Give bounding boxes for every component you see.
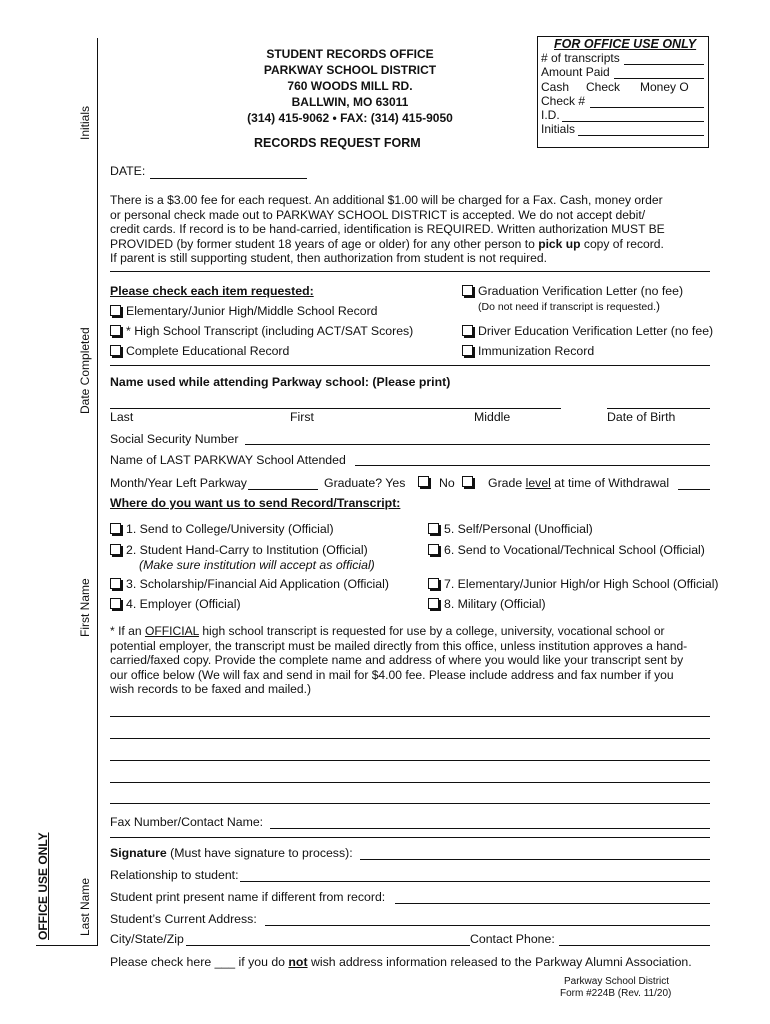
relationship-field[interactable] (240, 881, 710, 882)
fee-line4-pickup: pick up (538, 236, 581, 251)
grade-c: at time of Withdrawal (550, 476, 670, 490)
name-heading: Name used while attending Parkway school: (Please print) (110, 375, 451, 389)
graduation-note-end: ) (656, 299, 661, 313)
header-line3: 760 WOODS MILL RD. (287, 79, 413, 93)
label-middle: Middle (474, 410, 511, 424)
sidebar-divider (97, 38, 98, 946)
footer (560, 976, 671, 1000)
send-opt3-label: 3. Scholarship/Financial Aid Application (Official) (126, 577, 389, 591)
send-opt7-label: 7. Elementary/Junior High/or High School (Official) (444, 577, 719, 591)
label-last: Last (110, 410, 134, 424)
sidebar-office-use-only: OFFICE USE ONLY (36, 832, 50, 940)
name-field[interactable] (110, 408, 561, 409)
send-opt3[interactable] (110, 577, 389, 591)
checkbox-elementary[interactable] (110, 305, 121, 316)
send-opt8-label: 8. Military (Official) (444, 597, 546, 611)
present-name-field[interactable] (395, 903, 710, 904)
rule-after-fee (110, 271, 710, 272)
checkbox-opt3[interactable] (110, 578, 121, 589)
checkbox-immunization[interactable] (462, 345, 473, 356)
item-complete-label: Complete Educational Record (126, 344, 290, 358)
date-label: DATE: (110, 164, 146, 178)
item-complete[interactable] (110, 344, 289, 358)
office-money-label: Money O (640, 80, 689, 94)
address-field[interactable] (265, 925, 710, 926)
signature-field[interactable] (360, 859, 710, 860)
grade-field[interactable] (678, 489, 710, 490)
office-use-box (537, 36, 709, 148)
checkbox-opt5[interactable] (428, 523, 439, 534)
item-elementary-label: Elementary/Junior High/Middle School Record (126, 304, 378, 318)
office-check-no-line (590, 107, 704, 108)
contact-phone-field[interactable] (559, 945, 710, 946)
label-contact-phone: Contact Phone: (470, 932, 555, 946)
rule-before-signature (110, 837, 710, 838)
item-high-school[interactable] (110, 324, 413, 338)
sidebar-first-name: First Name (78, 578, 92, 637)
item-elementary[interactable] (110, 304, 378, 318)
office-amount-line (614, 78, 704, 79)
office-initials-label: Initials (541, 122, 576, 136)
grade-a: Grade (488, 476, 526, 490)
send-opt4[interactable] (110, 597, 241, 611)
label-last-school: Name of LAST PARKWAY School Attended (110, 453, 346, 467)
label-present-name: Student print present name if different from record: (110, 890, 386, 904)
address-line-5[interactable] (110, 803, 710, 804)
item-graduation[interactable] (462, 284, 683, 298)
label-month-year: Month/Year Left Parkway (110, 476, 247, 490)
header-line5: (314) 415-9062 • FAX: (314) 415-9050 (247, 111, 453, 125)
official-word: OFFICIAL (144, 624, 199, 638)
item-immunization[interactable] (462, 344, 594, 358)
address-line-2[interactable] (110, 738, 710, 739)
office-id-label: I.D. (541, 108, 560, 122)
sidebar-bottom-rule (36, 945, 98, 946)
page-header (190, 46, 510, 126)
checkbox-graduation[interactable] (462, 285, 473, 296)
address-line-1[interactable] (110, 716, 710, 717)
label-address: Student’s Current Address: (110, 912, 257, 926)
footer-line1: Parkway School District (564, 976, 670, 987)
fee-line4-c: copy of record. (580, 236, 664, 251)
dob-field[interactable] (607, 408, 710, 409)
checkbox-graduate-no[interactable] (462, 476, 473, 487)
item-high-school-label: * High School Transcript (including ACT/SAT Scores) (126, 324, 414, 338)
month-year-field[interactable] (248, 489, 318, 490)
header-line4: BALLWIN, MO 63011 (291, 95, 409, 109)
office-id-line (562, 121, 704, 122)
official-line2: potential employer, the transcript must be mailed directly from this office, unless institution approves a hand- (110, 638, 688, 653)
office-box-title: FOR OFFICE USE ONLY (554, 37, 697, 51)
office-check-label: Check (586, 80, 621, 94)
send-opt7[interactable] (428, 577, 719, 591)
official-line5: wish records to be faxed and mailed.) (110, 682, 311, 696)
sidebar-initials: Initials (78, 105, 92, 140)
checkbox-opt6[interactable] (428, 544, 439, 555)
label-graduate: Graduate? Yes (324, 476, 406, 490)
signature-word: Signature (110, 846, 167, 860)
header-line2: PARKWAY SCHOOL DISTRICT (263, 63, 437, 77)
official-line3: carried/faxed copy. Provide the complete name and address of where you would like your transcript sent by (110, 653, 684, 667)
office-amount-label: Amount Paid (541, 65, 610, 79)
address-line-4[interactable] (110, 782, 710, 783)
send-opt6[interactable] (428, 543, 705, 557)
form-title: RECORDS REQUEST FORM (254, 136, 421, 150)
send-opt1[interactable] (110, 522, 334, 536)
fax-field[interactable] (270, 828, 710, 829)
fee-line4-a: PROVIDED (by former student 18 years of age or older) for any other person to (110, 236, 539, 251)
items-heading: Please check each item requested: (110, 284, 314, 298)
item-driver-label: Driver Education Verification Letter (no fee) (478, 324, 714, 338)
fee-line4 (110, 237, 715, 252)
office-check-no-label: Check # (541, 94, 586, 108)
checkbox-opt2[interactable] (110, 544, 121, 555)
official-line1-a: * If an (110, 624, 145, 638)
office-initials-line (578, 135, 704, 136)
fee-line3: credit cards. If record is to be hand-carried, identification is REQUIRED. Written authorization MUST BE (110, 222, 665, 236)
send-opt2-label: 2. Student Hand-Carry to Institution (Official) (126, 543, 368, 557)
office-transcripts-line (624, 64, 704, 65)
official-line1 (110, 624, 715, 639)
send-opt2[interactable] (110, 543, 368, 557)
send-opt2-note: (Make sure institution will accept as official) (139, 558, 375, 572)
label-relationship: Relationship to student: (110, 868, 239, 882)
sidebar-date-completed: Date Completed (78, 327, 92, 414)
fee-paragraph (110, 193, 715, 266)
date-field[interactable] (150, 178, 307, 179)
fee-line5: If parent is still supporting student, then authorization from student is not required. (110, 251, 547, 265)
grade-level: level (525, 476, 551, 490)
checkbox-opt7[interactable] (428, 578, 439, 589)
checkbox-complete[interactable] (110, 345, 121, 356)
last-school-field[interactable] (355, 465, 710, 466)
label-no: No (439, 476, 455, 490)
item-graduation-label: Graduation Verification Letter (no fee) (478, 284, 684, 298)
label-signature (110, 846, 353, 860)
checkbox-driver[interactable] (462, 325, 473, 336)
item-immunization-label: Immunization Record (478, 344, 595, 358)
release-not: not (288, 955, 308, 969)
checkbox-graduate-yes[interactable] (418, 476, 429, 487)
send-opt6-label: 6. Send to Vocational/Technical School (Official) (444, 543, 705, 557)
signature-note: (Must have signature to process): (166, 846, 353, 860)
label-first: First (290, 410, 314, 424)
send-opt5-label: 5. Self/Personal (Unofficial) (444, 522, 593, 536)
send-opt5[interactable] (428, 522, 593, 536)
send-opt8[interactable] (428, 597, 546, 611)
checkbox-opt8[interactable] (428, 598, 439, 609)
label-city: City/State/Zip (110, 932, 184, 946)
official-line4: our office below (We will fax and send in mail for $4.00 fee. Please include address and fax number if you (110, 667, 674, 682)
item-graduation-note (478, 299, 660, 313)
item-driver[interactable] (462, 324, 713, 338)
label-ssn: Social Security Number (110, 432, 239, 446)
checkbox-high-school[interactable] (110, 325, 121, 336)
ssn-field[interactable] (245, 444, 710, 445)
address-line-3[interactable] (110, 760, 710, 761)
label-dob: Date of Birth (607, 410, 676, 424)
rule-after-items (110, 365, 710, 366)
header-line1: STUDENT RECORDS OFFICE (266, 47, 434, 61)
release-c: wish address information released to the Parkway Alumni Association. (307, 955, 692, 969)
official-line1-c: high school transcript is requested for use by a college, university, vocational school or (198, 624, 665, 638)
fee-line1: There is a $3.00 fee for each request. An additional $1.00 will be charged for a Fax. Cash, money order (110, 193, 663, 207)
footer-line2: Form #224B (Rev. 11/20) (560, 988, 672, 999)
city-field[interactable] (186, 945, 470, 946)
send-opt1-label: 1. Send to College/University (Official) (126, 522, 334, 536)
graduation-note-text: (Do not need if transcript is requested. (478, 301, 657, 313)
release-a: Please check here ___ if you do (110, 955, 289, 969)
fee-line2: or personal check made out to PARKWAY SCHOOL DISTRICT is accepted. We do not accept debit/ (110, 207, 646, 222)
label-fax: Fax Number/Contact Name: (110, 815, 264, 829)
official-paragraph (110, 624, 715, 697)
office-transcripts-label: # of transcripts (541, 51, 620, 65)
office-cash-label: Cash (541, 80, 570, 94)
label-grade (488, 476, 669, 490)
release-statement (110, 955, 692, 969)
send-opt4-label: 4. Employer (Official) (126, 597, 241, 611)
checkbox-opt1[interactable] (110, 523, 121, 534)
send-heading: Where do you want us to send Record/Transcript: (110, 496, 401, 510)
sidebar-last-name: Last Name (78, 877, 92, 936)
checkbox-opt4[interactable] (110, 598, 121, 609)
